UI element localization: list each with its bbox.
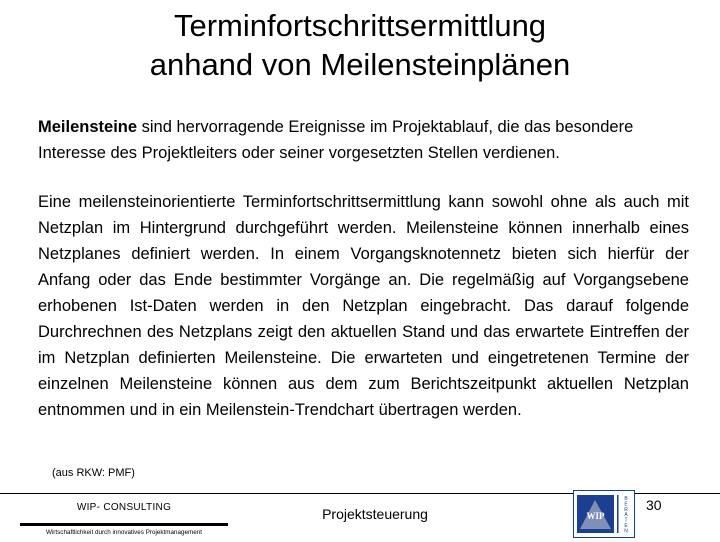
logo-text: WIP (586, 511, 605, 521)
brand-name: WIP- CONSULTING (76, 502, 172, 513)
paragraph-explanation: Eine meilensteinorientierte Terminfortschrittsermittlung kann sowohl ohne als auch mit Netzplan im Hintergrund durchgeführt werden. Meilensteine können innerhalb eines Netzplanes definiert werden. In einem Vorgangsknotennetz bieten sich hierfür der Anfang oder das Ende bestimmter Vorgänge an. Die regelmäßig auf Vorgangsebene erhobenen Ist-Daten werden in den Netzplan eingebracht. Das darauf folgende Durchrechnen des Netzplans zeigt den aktuellen Stand und das erwartete Eintreffen der im Netzplan definierten Meilensteine. Die erwarteten und eingetretenen Termine der einzelnen Meilensteine können aus dem zum Berichtszeitpunkt aktuellen Netzplan entnommen und in ein Meilenstein-Trendchart übertragen werden. (38, 193, 689, 419)
definition-text: sind hervorragende Ereignisse im Projektablauf, die das besondere Interesse des Projektleiters oder seiner vorgesetzten Stellen verdienen. (38, 118, 634, 162)
footer-section-title: Projektsteuerung (322, 506, 428, 522)
logo-side-letters (624, 496, 628, 534)
wip-logo (573, 490, 635, 538)
logo-side-letter: B (624, 496, 628, 502)
title-line-1: Terminfortschrittsermittlung (173, 8, 547, 43)
brand-slogan: Wirtschaftlichkeit durch innovatives Projektmanagement (45, 529, 203, 536)
logo-side-letter: E (624, 523, 628, 529)
title-line-2: anhand von Meilensteinplänen (149, 47, 571, 82)
page-number: 30 (646, 497, 662, 513)
slide-title (0, 6, 720, 84)
brand-underline (20, 523, 228, 526)
source-citation: (aus RKW: PMF) (52, 467, 135, 479)
logo-side-bar (617, 495, 619, 533)
logo-side-letter: E (624, 501, 628, 508)
logo-side-letter: N (624, 528, 628, 535)
paragraph-definition (38, 114, 689, 166)
logo-side-letter: A (624, 512, 628, 519)
wip-logo-graphic (574, 491, 634, 537)
term-meilensteine: Meilensteine (38, 118, 138, 136)
logo-side-letter: T (624, 517, 628, 524)
logo-side-letter: R (624, 506, 628, 513)
footer-brand-block (20, 500, 228, 536)
